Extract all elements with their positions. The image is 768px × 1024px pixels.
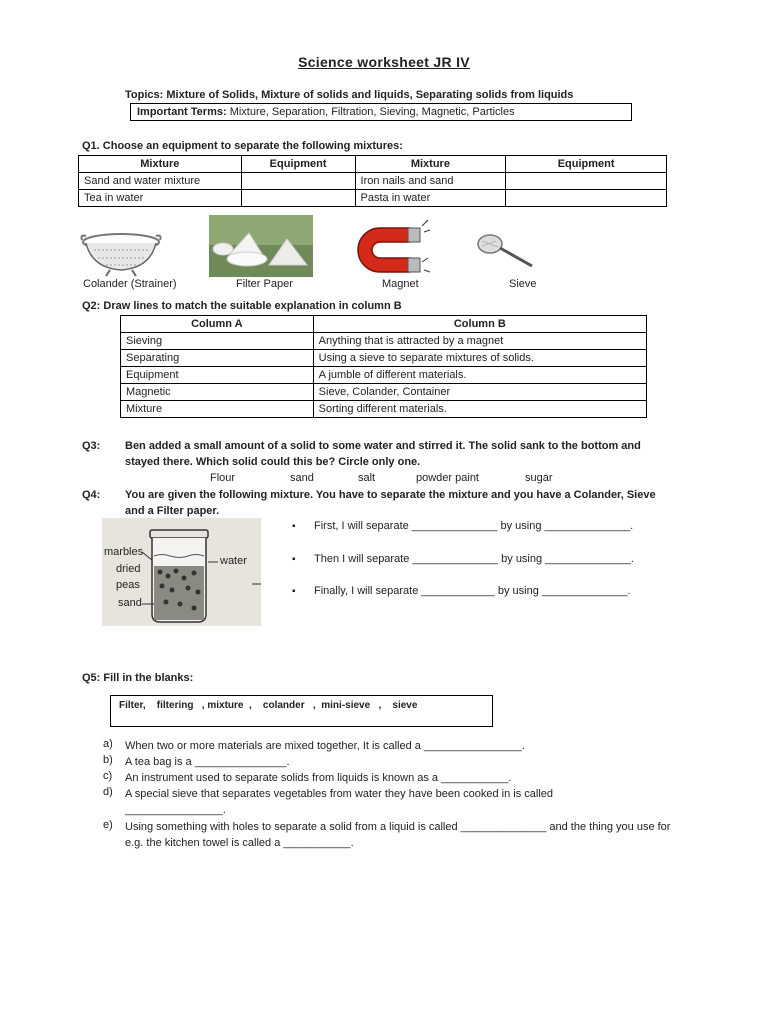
sieve-icon [476, 232, 538, 272]
table-cell: Iron nails and sand [355, 173, 506, 190]
table-cell: Pasta in water [355, 190, 506, 207]
important-terms-text: Mixture, Separation, Filtration, Sieving, Magnetic, Particles [226, 106, 515, 118]
table-cell: Tea in water [79, 190, 242, 207]
table-row [121, 333, 647, 350]
table-cell: A jumble of different materials. [313, 367, 646, 384]
q4-label: Q4: [82, 489, 101, 501]
colander-icon [80, 228, 162, 278]
column-header: Column A [121, 316, 314, 333]
magnet-caption: Magnet [382, 278, 419, 290]
q5-item-a [103, 738, 693, 754]
q5-item-d [103, 786, 693, 818]
step-text: Then I will separate ______________ by using ______________. [314, 553, 634, 565]
word-bank-box [110, 695, 493, 727]
answer-cell[interactable] [241, 190, 355, 207]
item-label: b) [103, 754, 113, 766]
table-cell: Using a sieve to separate mixtures of solids. [313, 350, 646, 367]
table-cell: Sorting different materials. [313, 401, 646, 418]
column-header: Mixture [79, 156, 242, 173]
table-row [121, 384, 647, 401]
q1-prompt: Q1. Choose an equipment to separate the following mixtures: [82, 140, 403, 152]
table-row [121, 401, 647, 418]
important-terms-box [130, 103, 632, 121]
item-label: c) [103, 770, 113, 782]
table-header-row [121, 316, 647, 333]
q5-item-c [103, 770, 693, 786]
column-header: Equipment [506, 156, 667, 173]
table-cell: Separating [121, 350, 314, 367]
item-text: When two or more materials are mixed together, It is called a ________________. [125, 740, 525, 752]
q4-step-2 [292, 553, 634, 565]
column-header: Column B [313, 316, 646, 333]
q5-item-b [103, 754, 693, 770]
q5-item-e [103, 819, 693, 851]
colander-caption: Colander (Strainer) [83, 278, 177, 290]
answer-cell[interactable] [241, 173, 355, 190]
q2-table [120, 315, 647, 418]
item-text: Using something with holes to separate a solid from a liquid is called ______________ and the thing you use for e.g. the kitchen towel is called a ___________. [125, 821, 671, 849]
table-cell: Equipment [121, 367, 314, 384]
option-powder-paint[interactable]: powder paint [416, 472, 479, 484]
table-cell: Sieve, Colander, Container [313, 384, 646, 401]
q3-label: Q3: [82, 440, 101, 452]
table-cell: Anything that is attracted by a magnet [313, 333, 646, 350]
q3-line2: stayed there. Which solid could this be? Circle only one. [125, 456, 421, 468]
table-row [79, 173, 667, 190]
step-text: Finally, I will separate ____________ by using ______________. [314, 585, 631, 597]
answer-cell[interactable] [506, 173, 667, 190]
q1-table [78, 155, 667, 207]
item-label: a) [103, 738, 113, 750]
filter-paper-icon [209, 215, 313, 277]
table-cell: Sand and water mixture [79, 173, 242, 190]
q4-line2: and a Filter paper. [125, 505, 220, 517]
important-terms-label: Important Terms: [137, 106, 227, 118]
jar-label-water: water [220, 555, 247, 567]
q5-prompt: Q5: Fill in the blanks: [82, 672, 194, 684]
table-cell: Sieving [121, 333, 314, 350]
q4-step-3 [292, 585, 631, 597]
table-cell: Mixture [121, 401, 314, 418]
option-sugar[interactable]: sugar [525, 472, 553, 484]
table-cell: Magnetic [121, 384, 314, 401]
jar-label-peas: peas [116, 579, 140, 591]
table-row [121, 350, 647, 367]
item-label: d) [103, 786, 113, 798]
option-sand[interactable]: sand [290, 472, 314, 484]
jar-label-marbles: marbles [104, 546, 144, 558]
magnet-icon [350, 218, 430, 274]
table-row [79, 190, 667, 207]
column-header: Equipment [241, 156, 355, 173]
q4-line1: You are given the following mixture. You have to separate the mixture and you have a Colander, Sieve [125, 489, 656, 501]
item-label: e) [103, 819, 113, 831]
page-title: Science worksheet JR IV [298, 54, 470, 70]
jar-label-dried: dried [116, 563, 141, 575]
table-header-row [79, 156, 667, 173]
column-header: Mixture [355, 156, 506, 173]
answer-cell[interactable] [506, 190, 667, 207]
q4-step-1 [292, 520, 633, 532]
q2-prompt: Q2: Draw lines to match the suitable explanation in column B [82, 300, 402, 312]
q3-line1: Ben added a small amount of a solid to some water and stirred it. The solid sank to the bottom and [125, 440, 641, 452]
step-text: First, I will separate ______________ by using ______________. [314, 520, 634, 532]
option-salt[interactable]: salt [358, 472, 376, 484]
item-text: A tea bag is a _______________. [125, 756, 290, 768]
mixture-jar-illustration [102, 518, 261, 626]
item-text: A special sieve that separates vegetables from water they have been cooked in is called ________________. [125, 788, 554, 816]
filter-paper-caption: Filter Paper [236, 278, 293, 290]
sieve-caption: Sieve [509, 278, 537, 290]
jar-label-sand: sand [118, 597, 142, 609]
table-row [121, 367, 647, 384]
option-flour[interactable]: Flour [210, 472, 236, 484]
topics-line: Topics: Mixture of Solids, Mixture of solids and liquids, Separating solids from liquids [125, 89, 574, 101]
word-bank: Filter, filtering , mixture , colander , mini-sieve , sieve [119, 700, 418, 711]
item-text: An instrument used to separate solids from liquids is known as a ___________. [125, 772, 512, 784]
